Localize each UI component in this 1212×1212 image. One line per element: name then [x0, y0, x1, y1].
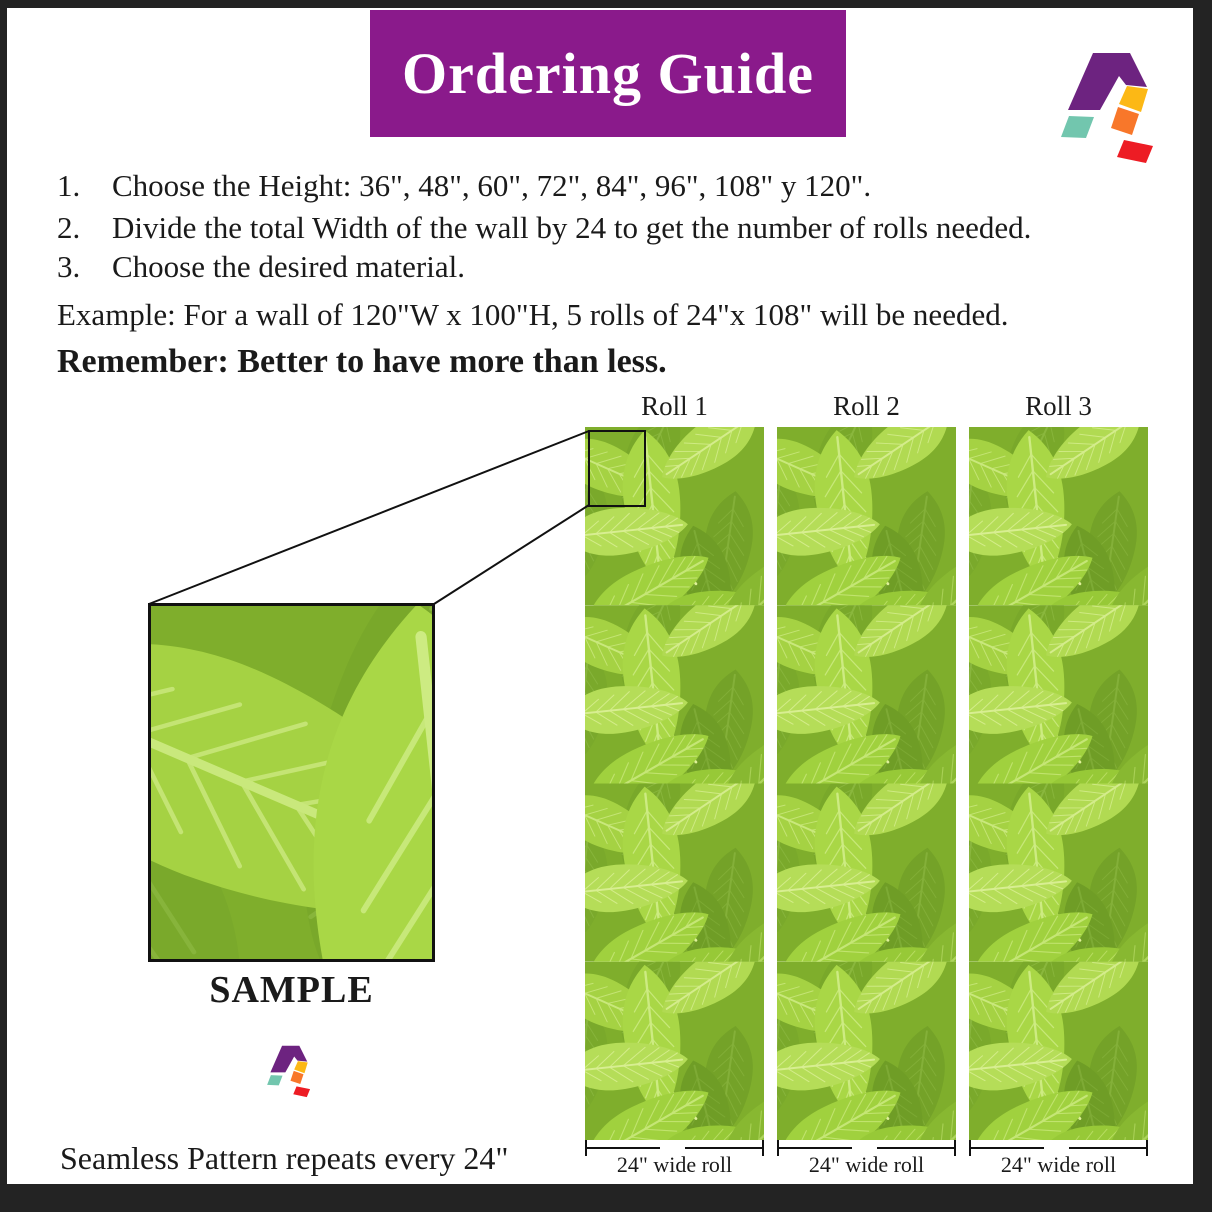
- instruction-number: 3.: [57, 249, 81, 284]
- instruction-text: Choose the Height: 36", 48", 60", 72", 84", 96", 108" y 120".: [112, 168, 872, 203]
- roll-3-label: Roll 3: [1025, 391, 1092, 421]
- wallpaper-roll-1: [585, 427, 764, 1140]
- page-title-banner: [370, 10, 846, 137]
- wallpaper-roll-2: [777, 427, 956, 1140]
- instruction-text: Divide the total Width of the wall by 24 to get the number of rolls needed.: [112, 210, 1032, 245]
- brand-logo-icon: [1050, 45, 1170, 165]
- wallpaper-roll-3: [969, 427, 1148, 1140]
- roll-2-width-label: 24" wide roll: [808, 1152, 925, 1177]
- roll-3-width-label: 24" wide roll: [1000, 1152, 1117, 1177]
- example-text: Example: For a wall of 120"W x 100"H, 5 rolls of 24"x 108" will be needed.: [57, 297, 1009, 332]
- instruction-item-2: [57, 209, 1031, 247]
- instruction-item-1: [57, 167, 871, 205]
- roll-1-width-label: 24" wide roll: [616, 1152, 733, 1177]
- instruction-text: Choose the desired material.: [112, 249, 465, 284]
- sample-swatch: [148, 603, 435, 962]
- brand-logo-small-icon: [262, 1042, 318, 1098]
- instruction-number: 1.: [57, 168, 81, 203]
- seamless-note: Seamless Pattern repeats every 24": [60, 1140, 509, 1176]
- zoom-callout-rect: [588, 430, 646, 507]
- remember-text: Remember: Better to have more than less.: [57, 343, 667, 380]
- roll-1-label: Roll 1: [641, 391, 708, 421]
- instruction-number: 2.: [57, 210, 81, 245]
- page-title: Ordering Guide: [402, 41, 814, 106]
- roll-2-label: Roll 2: [833, 391, 900, 421]
- sample-label: SAMPLE: [209, 969, 374, 1011]
- instruction-item-3: [57, 248, 465, 286]
